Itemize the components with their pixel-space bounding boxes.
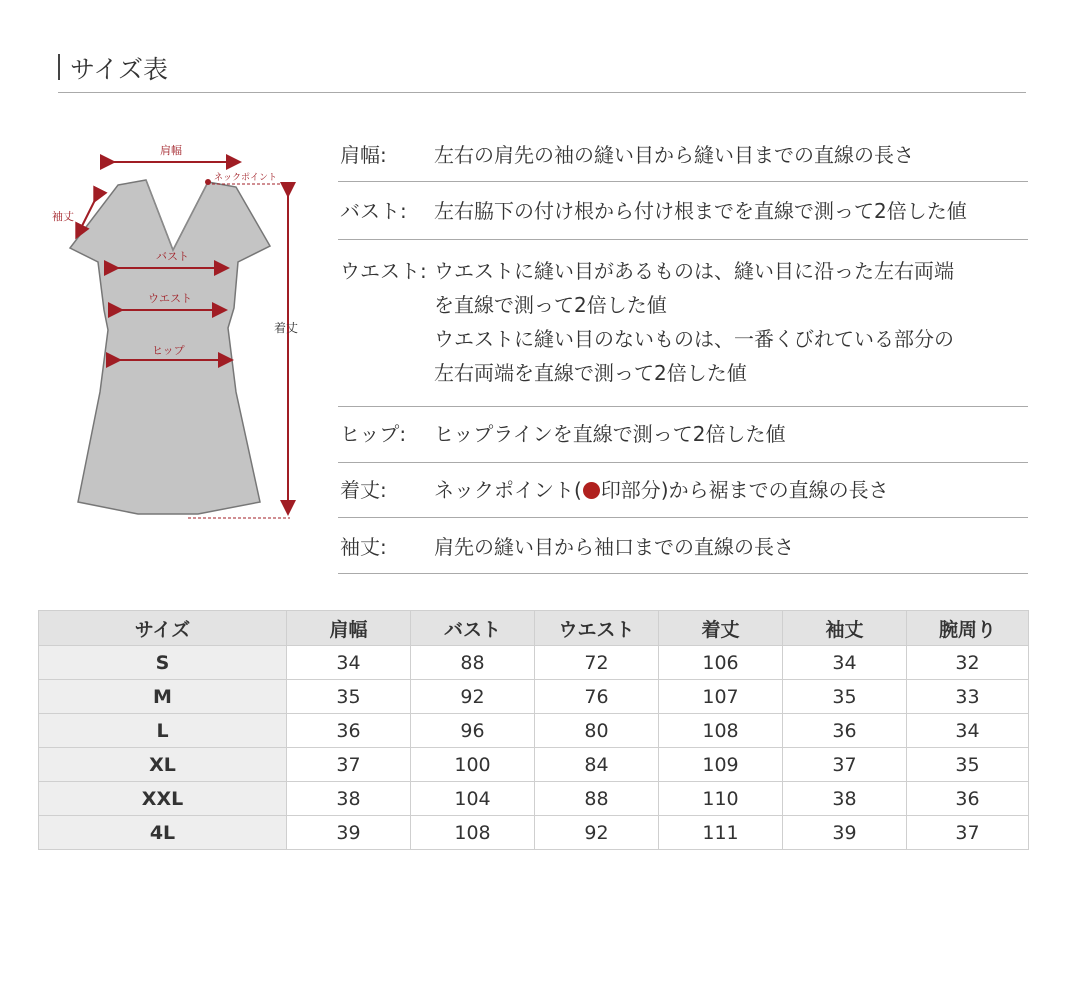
size-cell: L — [39, 714, 287, 748]
table-cell: 88 — [411, 646, 535, 680]
page-title: サイズ表 — [70, 55, 169, 84]
desc-key: ヒップ: — [340, 422, 407, 446]
label-sleeve: 袖丈 — [52, 210, 74, 223]
desc-waist — [338, 240, 1028, 407]
table-cell: 34 — [907, 714, 1029, 748]
table-cell: 84 — [535, 748, 659, 782]
desc-text: 左右脇下の付け根から付け根までを直線で測って2倍した値 — [434, 199, 967, 223]
table-cell: 92 — [411, 680, 535, 714]
title-bar — [58, 54, 60, 80]
desc-bust — [338, 182, 1028, 240]
table-cell: 36 — [783, 714, 907, 748]
desc-length — [338, 463, 1028, 518]
header-length: 着丈 — [659, 611, 783, 646]
table-cell: 33 — [907, 680, 1029, 714]
header-arm: 腕周り — [907, 611, 1029, 646]
table-cell: 35 — [783, 680, 907, 714]
table-cell: 34 — [783, 646, 907, 680]
size-cell: XXL — [39, 782, 287, 816]
desc-text: を直線で測って2倍した値 — [434, 293, 667, 317]
desc-sleeve — [338, 518, 1028, 574]
neck-point-dot-icon — [583, 482, 600, 499]
header-shoulder: 肩幅 — [287, 611, 411, 646]
table-row — [39, 714, 1029, 748]
desc-text-pre: ネックポイント( — [434, 478, 582, 502]
desc-text: 左右両端を直線で測って2倍した値 — [434, 361, 747, 385]
label-waist: ウエスト — [148, 292, 192, 305]
measurement-descriptions — [338, 128, 1028, 574]
table-cell: 35 — [907, 748, 1029, 782]
desc-text-post: 印部分)から裾までの直線の長さ — [600, 478, 889, 502]
size-cell: 4L — [39, 816, 287, 850]
label-neck-point: ネックポイント — [214, 173, 278, 183]
desc-hip — [338, 407, 1028, 463]
table-cell: 108 — [659, 714, 783, 748]
table-cell: 111 — [659, 816, 783, 850]
label-hip: ヒップ — [152, 344, 185, 357]
desc-text: ウエストに縫い目のないものは、一番くびれている部分の — [434, 327, 954, 351]
table-cell: 32 — [907, 646, 1029, 680]
label-shoulder: 肩幅 — [160, 144, 182, 157]
table-cell: 39 — [287, 816, 411, 850]
table-cell: 88 — [535, 782, 659, 816]
label-length: 着丈 — [274, 321, 299, 335]
table-row — [39, 748, 1029, 782]
header-bust: バスト — [411, 611, 535, 646]
desc-text: 左右の肩先の袖の縫い目から縫い目までの直線の長さ — [434, 143, 914, 167]
table-header-row — [39, 611, 1029, 646]
table-cell: 107 — [659, 680, 783, 714]
table-cell: 108 — [411, 816, 535, 850]
desc-key: 着丈: — [340, 478, 387, 502]
table-cell: 37 — [783, 748, 907, 782]
table-cell: 100 — [411, 748, 535, 782]
desc-text: ヒップラインを直線で測って2倍した値 — [434, 422, 786, 446]
size-table — [38, 610, 1029, 850]
table-row — [39, 782, 1029, 816]
desc-key: 肩幅: — [340, 143, 387, 167]
table-cell: 104 — [411, 782, 535, 816]
table-row — [39, 680, 1029, 714]
desc-shoulder — [338, 128, 1028, 182]
table-cell: 106 — [659, 646, 783, 680]
size-cell: S — [39, 646, 287, 680]
desc-key: ウエスト: — [340, 259, 427, 283]
table-cell: 109 — [659, 748, 783, 782]
desc-key: 袖丈: — [340, 535, 387, 559]
desc-text: ウエストに縫い目があるものは、縫い目に沿った左右両端 — [434, 259, 954, 283]
header-waist: ウエスト — [535, 611, 659, 646]
table-row — [39, 646, 1029, 680]
size-cell: XL — [39, 748, 287, 782]
dress-diagram — [38, 130, 328, 530]
table-cell: 38 — [287, 782, 411, 816]
table-cell: 110 — [659, 782, 783, 816]
table-cell: 39 — [783, 816, 907, 850]
table-cell: 37 — [907, 816, 1029, 850]
table-cell: 36 — [907, 782, 1029, 816]
table-cell: 92 — [535, 816, 659, 850]
header-sleeve: 袖丈 — [783, 611, 907, 646]
table-cell: 35 — [287, 680, 411, 714]
table-cell: 37 — [287, 748, 411, 782]
label-bust: バスト — [156, 250, 189, 263]
table-row — [39, 816, 1029, 850]
table-cell: 34 — [287, 646, 411, 680]
size-cell: M — [39, 680, 287, 714]
table-cell: 36 — [287, 714, 411, 748]
table-cell: 80 — [535, 714, 659, 748]
table-cell: 96 — [411, 714, 535, 748]
title-divider — [58, 92, 1026, 93]
table-cell: 76 — [535, 680, 659, 714]
desc-text: 肩先の縫い目から袖口までの直線の長さ — [434, 535, 794, 559]
table-cell: 72 — [535, 646, 659, 680]
table-cell: 38 — [783, 782, 907, 816]
header-size: サイズ — [39, 611, 287, 646]
desc-key: バスト: — [340, 199, 407, 223]
